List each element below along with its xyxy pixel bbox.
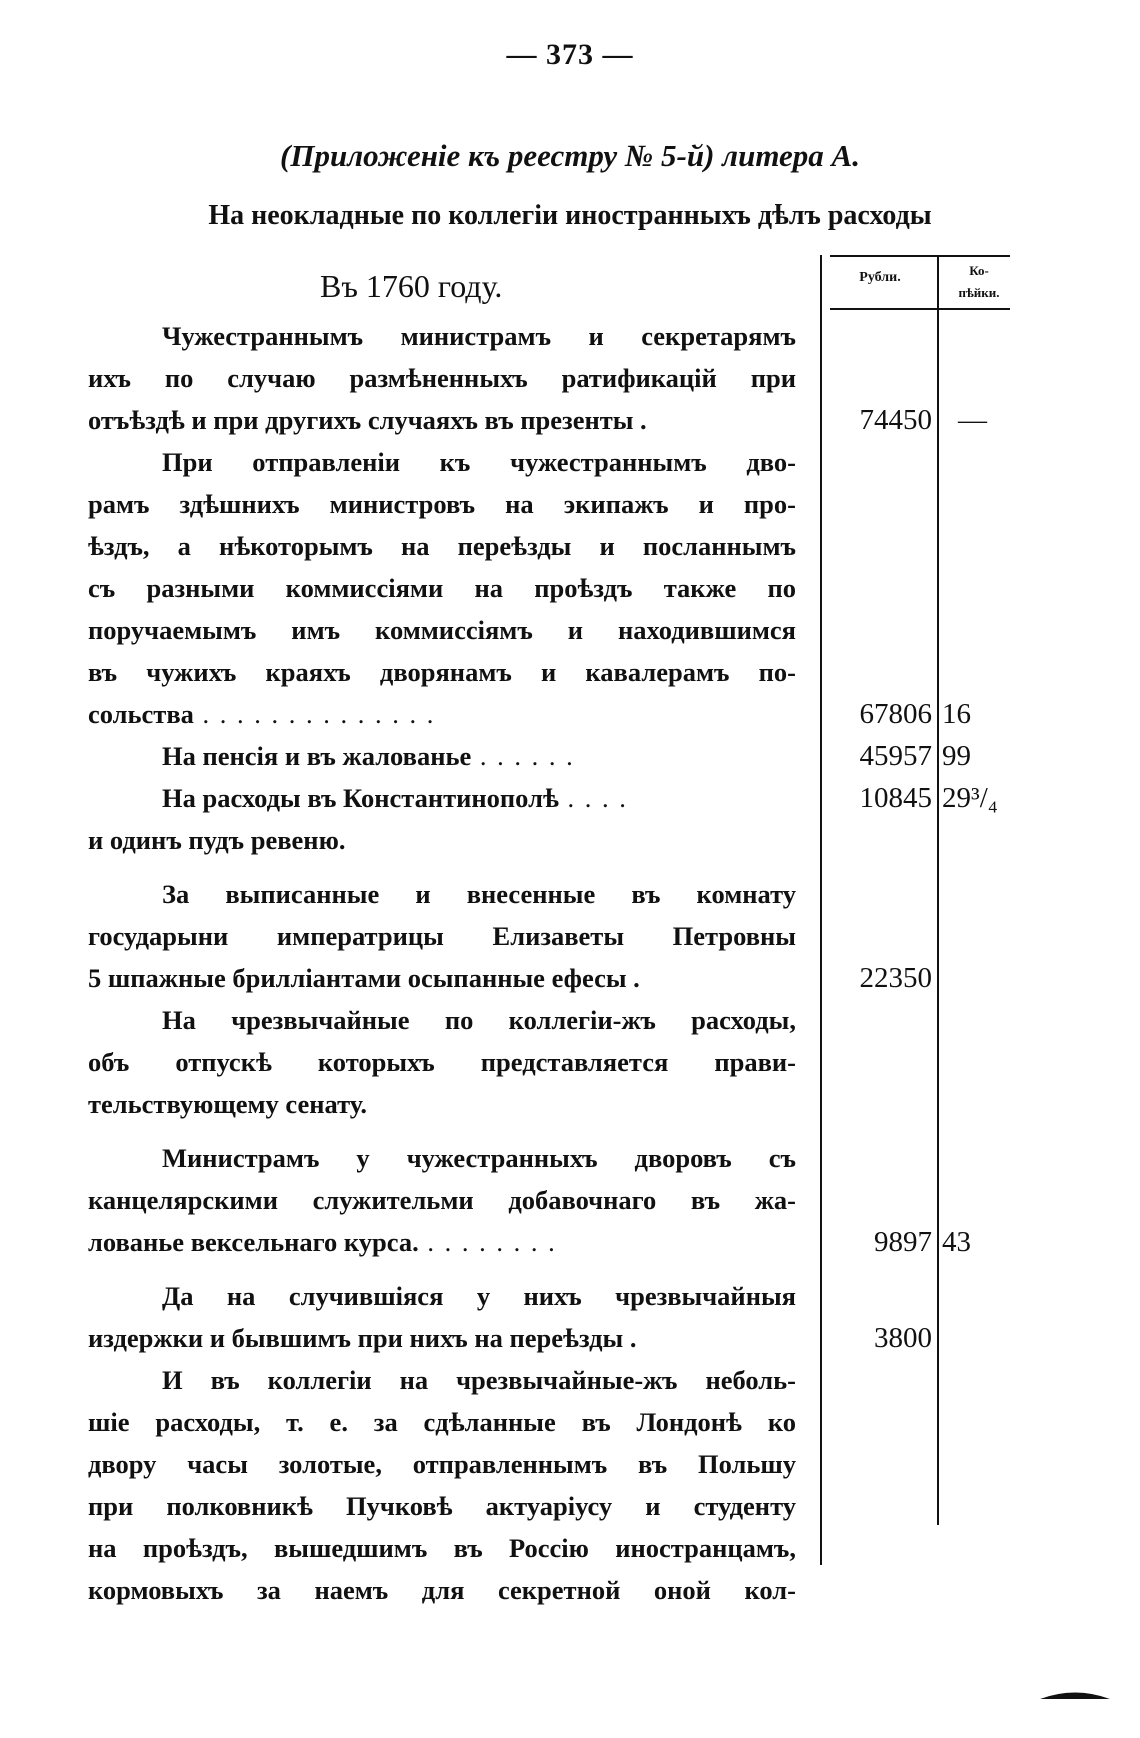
entry-9-line-2: шіе расходы, т. е. за сдѣланные въ Лондонѣ ко [88,1407,796,1437]
entry-5-line-2: государыни императрицы Елизаветы Петровны [88,921,796,951]
entry-9-line-6: кормовыхъ за наемъ для секретной оной кол- [88,1575,796,1605]
entry-2-line-4: съ разными коммиссіями на проѣздъ также по [88,573,796,603]
entry-4-rubles: 10845 [859,782,932,814]
entry-4-kopecks: 29³/₄ [942,782,998,814]
appendix-title: (Приложеніе къ реестру № 5-й) литера А. [280,138,860,173]
entry-6-line-1: На чрезвычайные по коллегіи-жъ расходы, [162,1005,796,1035]
entry-4-line-1-text: На расходы въ Константинополѣ [162,783,559,813]
table-middle-rule [937,255,939,1525]
entry-2-rubles: 67806 [859,698,932,730]
column-header-kopecks-line1: Ко- [969,263,989,278]
entry-4-line-2: и одинъ пудъ ревеню. [88,825,346,855]
year-heading: Въ 1760 году. [320,268,503,304]
entry-1-line-3: отъѣздѣ и при другихъ случаяхъ въ презенты . [88,405,647,435]
entry-7-kopecks: 43 [942,1226,971,1258]
leader-dots: . . . . . . . . . . . . . . [193,699,436,729]
entry-2-kopecks: 16 [942,698,971,730]
entry-9-line-4: при полковникѣ Пучковѣ актуаріусу и студенту [88,1491,796,1521]
section-heading: На неокладные по коллегіи иностранныхъ дѣлъ расходы [208,200,932,231]
entry-8-rubles: 3800 [874,1322,932,1354]
entry-3-line-1 [162,740,796,772]
entry-9-line-1: И въ коллегіи на чрезвычайные-жъ неболь- [162,1365,796,1395]
table-top-rule [830,255,1010,257]
entry-8-line-1: Да на случившіяся у нихъ чрезвычайныя [162,1281,796,1311]
entry-1-kopecks: — [958,404,987,436]
leader-dots: . . . . [558,783,628,813]
leader-dots: . . . . . . [471,741,575,771]
entry-4-line-1 [162,782,796,814]
table-left-rule [820,255,822,1565]
table-header-rule [830,308,1010,310]
entry-2-line-6: въ чужихъ краяхъ дворянамъ и кавалерамъ по- [88,657,796,687]
entry-7-rubles: 9897 [874,1226,932,1258]
entry-2-line-5: поручаемымъ имъ коммиссіямъ и находившимся [88,615,796,645]
entry-7-line-3 [88,1226,796,1258]
entry-2-line-2: рамъ здѣшнихъ министровъ на экипажъ и про- [88,489,796,519]
entry-1-line-2: ихъ по случаю размѣненныхъ ратификацій при [88,363,796,393]
entry-2-line-7 [88,698,796,730]
entry-9-line-3: двору часы золотые, отправленнымъ въ Польшу [88,1449,796,1479]
entry-8-line-2: издержки и бывшимъ при нихъ на переѣзды . [88,1323,637,1353]
entry-3-rubles: 45957 [859,740,932,772]
entry-7-line-2: канцелярскими служительми добавочнаго въ жа- [88,1185,796,1215]
page-number: — 373 — [506,38,634,71]
entry-5-line-1: За выписанные и внесенные въ комнату [162,879,796,909]
entry-9-line-5: на проѣздъ, вышедшимъ въ Россію иностранцамъ, [88,1533,796,1563]
ornament-icon [1040,1690,1110,1700]
entry-2-line-1: При отправленіи къ чужестраннымъ дво- [162,447,796,477]
entry-7-line-3-text: лованье вексельнаго курса. [88,1227,419,1257]
entry-5-rubles: 22350 [859,962,932,994]
entry-5-line-3: 5 шпажные брилліантами осыпанные ефесы . [88,963,640,993]
entry-3-line-1-text: На пенсія и въ жалованье [162,741,472,771]
column-header-kopecks [948,260,1010,304]
entry-3-kopecks: 99 [942,740,971,772]
entry-1-rubles: 74450 [859,404,932,436]
column-header-rubles: Рубли. [859,270,901,285]
entry-1-line-1: Чужестраннымъ министрамъ и секретарямъ [162,321,796,351]
entry-6-line-2: объ отпускѣ которыхъ представляется прави- [88,1047,796,1077]
entry-7-line-1: Министрамъ у чужестранныхъ дворовъ съ [162,1143,796,1173]
entry-2-line-7-text: сольства [88,699,194,729]
entry-6-line-3: тельствующему сенату. [88,1089,367,1119]
column-header-kopecks-line2: пѣйки. [958,285,1000,300]
entry-2-line-3: ѣздъ, а нѣкоторымъ на переѣзды и посланнымъ [88,531,796,561]
leader-dots: . . . . . . . . [418,1227,557,1257]
